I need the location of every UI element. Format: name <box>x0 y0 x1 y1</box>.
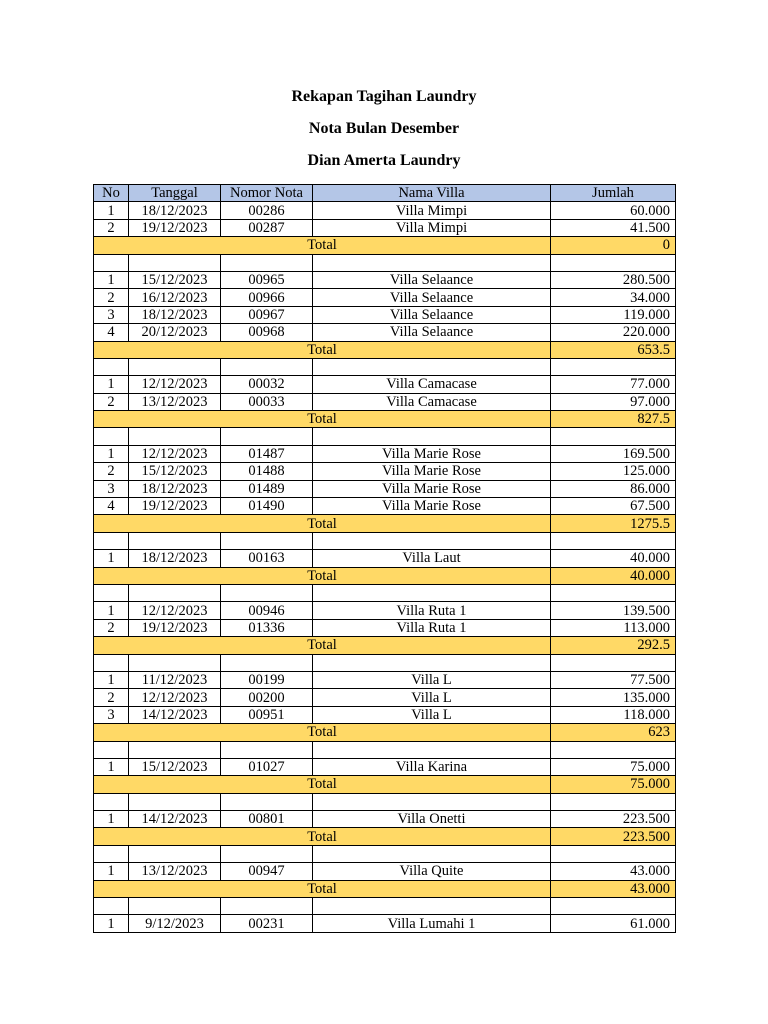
table-row <box>94 706 676 723</box>
row-amount: 61.000 <box>551 915 676 932</box>
row-amount: 280.500 <box>551 271 676 288</box>
row-number: 1 <box>94 811 129 828</box>
total-row <box>94 237 676 254</box>
table-row <box>94 480 676 497</box>
row-date: 13/12/2023 <box>129 863 221 880</box>
row-amount: 97.000 <box>551 393 676 410</box>
total-row <box>94 880 676 897</box>
table-row <box>94 619 676 636</box>
row-date: 15/12/2023 <box>129 758 221 775</box>
total-row <box>94 341 676 358</box>
spacer-cell <box>221 532 313 549</box>
table-row <box>94 393 676 410</box>
row-invoice-number: 01027 <box>221 758 313 775</box>
row-invoice-number: 00968 <box>221 324 313 341</box>
row-amount: 223.500 <box>551 811 676 828</box>
row-amount: 169.500 <box>551 445 676 462</box>
spacer-cell <box>313 358 551 375</box>
row-date: 20/12/2023 <box>129 324 221 341</box>
total-row <box>94 411 676 428</box>
spacer-cell <box>551 741 676 758</box>
row-amount: 135.000 <box>551 689 676 706</box>
table-row <box>94 863 676 880</box>
row-number: 1 <box>94 915 129 932</box>
table-header-row <box>94 185 676 202</box>
header-villa-name: Nama Villa <box>313 185 551 202</box>
total-label: Total <box>94 411 551 428</box>
spacer-cell <box>129 793 221 810</box>
row-amount: 113.000 <box>551 619 676 636</box>
spacer-cell <box>313 793 551 810</box>
total-amount: 75.000 <box>551 776 676 793</box>
row-date: 15/12/2023 <box>129 463 221 480</box>
table-row <box>94 445 676 462</box>
spacer-cell <box>94 428 129 445</box>
total-amount: 623 <box>551 724 676 741</box>
row-villa-name: Villa Lumahi 1 <box>313 915 551 932</box>
row-amount: 67.500 <box>551 498 676 515</box>
table-row <box>94 202 676 219</box>
spacer-cell <box>313 428 551 445</box>
spacer-cell <box>94 741 129 758</box>
spacer-cell <box>313 532 551 549</box>
row-date: 16/12/2023 <box>129 289 221 306</box>
spacer-cell <box>551 845 676 862</box>
total-label: Total <box>94 567 551 584</box>
table-row <box>94 602 676 619</box>
row-invoice-number: 00033 <box>221 393 313 410</box>
header-amount: Jumlah <box>551 185 676 202</box>
spacer-cell <box>94 254 129 271</box>
spacer-cell <box>551 898 676 915</box>
spacer-cell <box>129 358 221 375</box>
table-row <box>94 306 676 323</box>
row-villa-name: Villa L <box>313 671 551 688</box>
row-villa-name: Villa Ruta 1 <box>313 619 551 636</box>
row-date: 19/12/2023 <box>129 498 221 515</box>
row-date: 15/12/2023 <box>129 271 221 288</box>
row-amount: 139.500 <box>551 602 676 619</box>
row-villa-name: Villa Marie Rose <box>313 445 551 462</box>
row-date: 14/12/2023 <box>129 706 221 723</box>
spacer-cell <box>129 428 221 445</box>
spacer-cell <box>94 358 129 375</box>
row-date: 12/12/2023 <box>129 689 221 706</box>
total-label: Total <box>94 828 551 845</box>
spacer-row <box>94 654 676 671</box>
row-invoice-number: 01487 <box>221 445 313 462</box>
row-villa-name: Villa Selaance <box>313 306 551 323</box>
spacer-row <box>94 741 676 758</box>
row-number: 1 <box>94 202 129 219</box>
spacer-row <box>94 254 676 271</box>
spacer-cell <box>129 845 221 862</box>
row-number: 2 <box>94 463 129 480</box>
row-date: 19/12/2023 <box>129 619 221 636</box>
total-amount: 1275.5 <box>551 515 676 532</box>
total-amount: 0 <box>551 237 676 254</box>
row-invoice-number: 00946 <box>221 602 313 619</box>
spacer-cell <box>313 654 551 671</box>
spacer-cell <box>94 793 129 810</box>
row-number: 1 <box>94 863 129 880</box>
row-amount: 86.000 <box>551 480 676 497</box>
row-villa-name: Villa Onetti <box>313 811 551 828</box>
row-date: 14/12/2023 <box>129 811 221 828</box>
row-number: 1 <box>94 758 129 775</box>
spacer-cell <box>221 358 313 375</box>
spacer-cell <box>313 254 551 271</box>
row-invoice-number: 01489 <box>221 480 313 497</box>
row-villa-name: Villa Marie Rose <box>313 498 551 515</box>
row-date: 12/12/2023 <box>129 376 221 393</box>
spacer-cell <box>94 532 129 549</box>
document-subtitle: Nota Bulan Desember <box>308 120 460 137</box>
row-number: 1 <box>94 602 129 619</box>
row-number: 2 <box>94 393 129 410</box>
invoice-table <box>93 184 676 933</box>
row-amount: 75.000 <box>551 758 676 775</box>
spacer-cell <box>221 793 313 810</box>
total-label: Total <box>94 341 551 358</box>
row-amount: 41.500 <box>551 219 676 236</box>
row-amount: 125.000 <box>551 463 676 480</box>
row-amount: 34.000 <box>551 289 676 306</box>
spacer-cell <box>94 898 129 915</box>
row-date: 9/12/2023 <box>129 915 221 932</box>
row-amount: 119.000 <box>551 306 676 323</box>
row-number: 3 <box>94 706 129 723</box>
row-invoice-number: 00965 <box>221 271 313 288</box>
row-invoice-number: 00231 <box>221 915 313 932</box>
row-invoice-number: 00200 <box>221 689 313 706</box>
total-label: Total <box>94 880 551 897</box>
total-amount: 827.5 <box>551 411 676 428</box>
row-amount: 118.000 <box>551 706 676 723</box>
row-number: 3 <box>94 306 129 323</box>
total-label: Total <box>94 237 551 254</box>
document-title: Rekapan Tagihan Laundry <box>291 88 477 105</box>
table-row <box>94 758 676 775</box>
spacer-cell <box>129 584 221 601</box>
row-invoice-number: 00163 <box>221 550 313 567</box>
table-row <box>94 498 676 515</box>
row-number: 1 <box>94 550 129 567</box>
row-invoice-number: 01488 <box>221 463 313 480</box>
spacer-cell <box>551 654 676 671</box>
row-number: 2 <box>94 619 129 636</box>
row-villa-name: Villa Ruta 1 <box>313 602 551 619</box>
table-row <box>94 915 676 932</box>
row-date: 13/12/2023 <box>129 393 221 410</box>
spacer-cell <box>129 898 221 915</box>
row-number: 2 <box>94 689 129 706</box>
spacer-cell <box>221 428 313 445</box>
total-label: Total <box>94 776 551 793</box>
spacer-cell <box>221 741 313 758</box>
row-date: 18/12/2023 <box>129 306 221 323</box>
header-invoice-number: Nomor Nota <box>221 185 313 202</box>
row-invoice-number: 00951 <box>221 706 313 723</box>
spacer-cell <box>313 584 551 601</box>
row-date: 18/12/2023 <box>129 480 221 497</box>
row-number: 1 <box>94 376 129 393</box>
spacer-cell <box>221 845 313 862</box>
spacer-cell <box>221 654 313 671</box>
spacer-cell <box>551 584 676 601</box>
spacer-row <box>94 428 676 445</box>
row-amount: 43.000 <box>551 863 676 880</box>
table-row <box>94 289 676 306</box>
total-amount: 43.000 <box>551 880 676 897</box>
spacer-row <box>94 584 676 601</box>
row-invoice-number: 01490 <box>221 498 313 515</box>
row-date: 11/12/2023 <box>129 671 221 688</box>
total-amount: 40.000 <box>551 567 676 584</box>
table-row <box>94 463 676 480</box>
spacer-cell <box>129 654 221 671</box>
row-villa-name: Villa Camacase <box>313 393 551 410</box>
row-amount: 220.000 <box>551 324 676 341</box>
table-row <box>94 219 676 236</box>
spacer-row <box>94 793 676 810</box>
total-row <box>94 776 676 793</box>
total-label: Total <box>94 637 551 654</box>
total-label: Total <box>94 724 551 741</box>
row-villa-name: Villa Selaance <box>313 324 551 341</box>
spacer-cell <box>221 898 313 915</box>
row-invoice-number: 00199 <box>221 671 313 688</box>
table-row <box>94 671 676 688</box>
row-invoice-number: 00287 <box>221 219 313 236</box>
spacer-cell <box>313 741 551 758</box>
row-villa-name: Villa Marie Rose <box>313 480 551 497</box>
row-amount: 77.000 <box>551 376 676 393</box>
spacer-cell <box>313 898 551 915</box>
table-row <box>94 811 676 828</box>
table-body <box>94 202 676 932</box>
spacer-cell <box>551 358 676 375</box>
total-row <box>94 828 676 845</box>
spacer-row <box>94 358 676 375</box>
row-villa-name: Villa Selaance <box>313 289 551 306</box>
spacer-cell <box>94 584 129 601</box>
row-number: 2 <box>94 289 129 306</box>
row-number: 1 <box>94 671 129 688</box>
table-row <box>94 376 676 393</box>
row-number: 1 <box>94 271 129 288</box>
row-villa-name: Villa Quite <box>313 863 551 880</box>
spacer-cell <box>551 428 676 445</box>
row-number: 1 <box>94 445 129 462</box>
row-villa-name: Villa Karina <box>313 758 551 775</box>
row-date: 12/12/2023 <box>129 445 221 462</box>
row-invoice-number: 00967 <box>221 306 313 323</box>
row-villa-name: Villa L <box>313 689 551 706</box>
spacer-cell <box>94 654 129 671</box>
row-amount: 60.000 <box>551 202 676 219</box>
row-villa-name: Villa Selaance <box>313 271 551 288</box>
spacer-cell <box>129 741 221 758</box>
table-row <box>94 689 676 706</box>
header-no: No <box>94 185 129 202</box>
row-date: 18/12/2023 <box>129 202 221 219</box>
row-number: 4 <box>94 498 129 515</box>
row-invoice-number: 00966 <box>221 289 313 306</box>
spacer-cell <box>551 793 676 810</box>
row-villa-name: Villa Laut <box>313 550 551 567</box>
total-amount: 223.500 <box>551 828 676 845</box>
spacer-cell <box>129 254 221 271</box>
row-invoice-number: 00286 <box>221 202 313 219</box>
spacer-row <box>94 898 676 915</box>
row-number: 4 <box>94 324 129 341</box>
spacer-cell <box>129 532 221 549</box>
row-villa-name: Villa Marie Rose <box>313 463 551 480</box>
total-row <box>94 567 676 584</box>
row-villa-name: Villa Camacase <box>313 376 551 393</box>
spacer-cell <box>221 254 313 271</box>
row-invoice-number: 00032 <box>221 376 313 393</box>
row-number: 3 <box>94 480 129 497</box>
row-invoice-number: 01336 <box>221 619 313 636</box>
total-label: Total <box>94 515 551 532</box>
row-villa-name: Villa L <box>313 706 551 723</box>
total-amount: 292.5 <box>551 637 676 654</box>
row-invoice-number: 00947 <box>221 863 313 880</box>
row-date: 18/12/2023 <box>129 550 221 567</box>
row-date: 12/12/2023 <box>129 602 221 619</box>
spacer-cell <box>551 254 676 271</box>
row-number: 2 <box>94 219 129 236</box>
laundry-name: Dian Amerta Laundry <box>307 152 461 169</box>
spacer-row <box>94 532 676 549</box>
spacer-row <box>94 845 676 862</box>
table-row <box>94 271 676 288</box>
spacer-cell <box>551 532 676 549</box>
total-amount: 653.5 <box>551 341 676 358</box>
row-villa-name: Villa Mimpi <box>313 219 551 236</box>
table-row <box>94 324 676 341</box>
spacer-cell <box>221 584 313 601</box>
row-amount: 77.500 <box>551 671 676 688</box>
row-amount: 40.000 <box>551 550 676 567</box>
row-date: 19/12/2023 <box>129 219 221 236</box>
table-row <box>94 550 676 567</box>
header-date: Tanggal <box>129 185 221 202</box>
spacer-cell <box>94 845 129 862</box>
row-invoice-number: 00801 <box>221 811 313 828</box>
row-villa-name: Villa Mimpi <box>313 202 551 219</box>
total-row <box>94 515 676 532</box>
total-row <box>94 724 676 741</box>
total-row <box>94 637 676 654</box>
spacer-cell <box>313 845 551 862</box>
